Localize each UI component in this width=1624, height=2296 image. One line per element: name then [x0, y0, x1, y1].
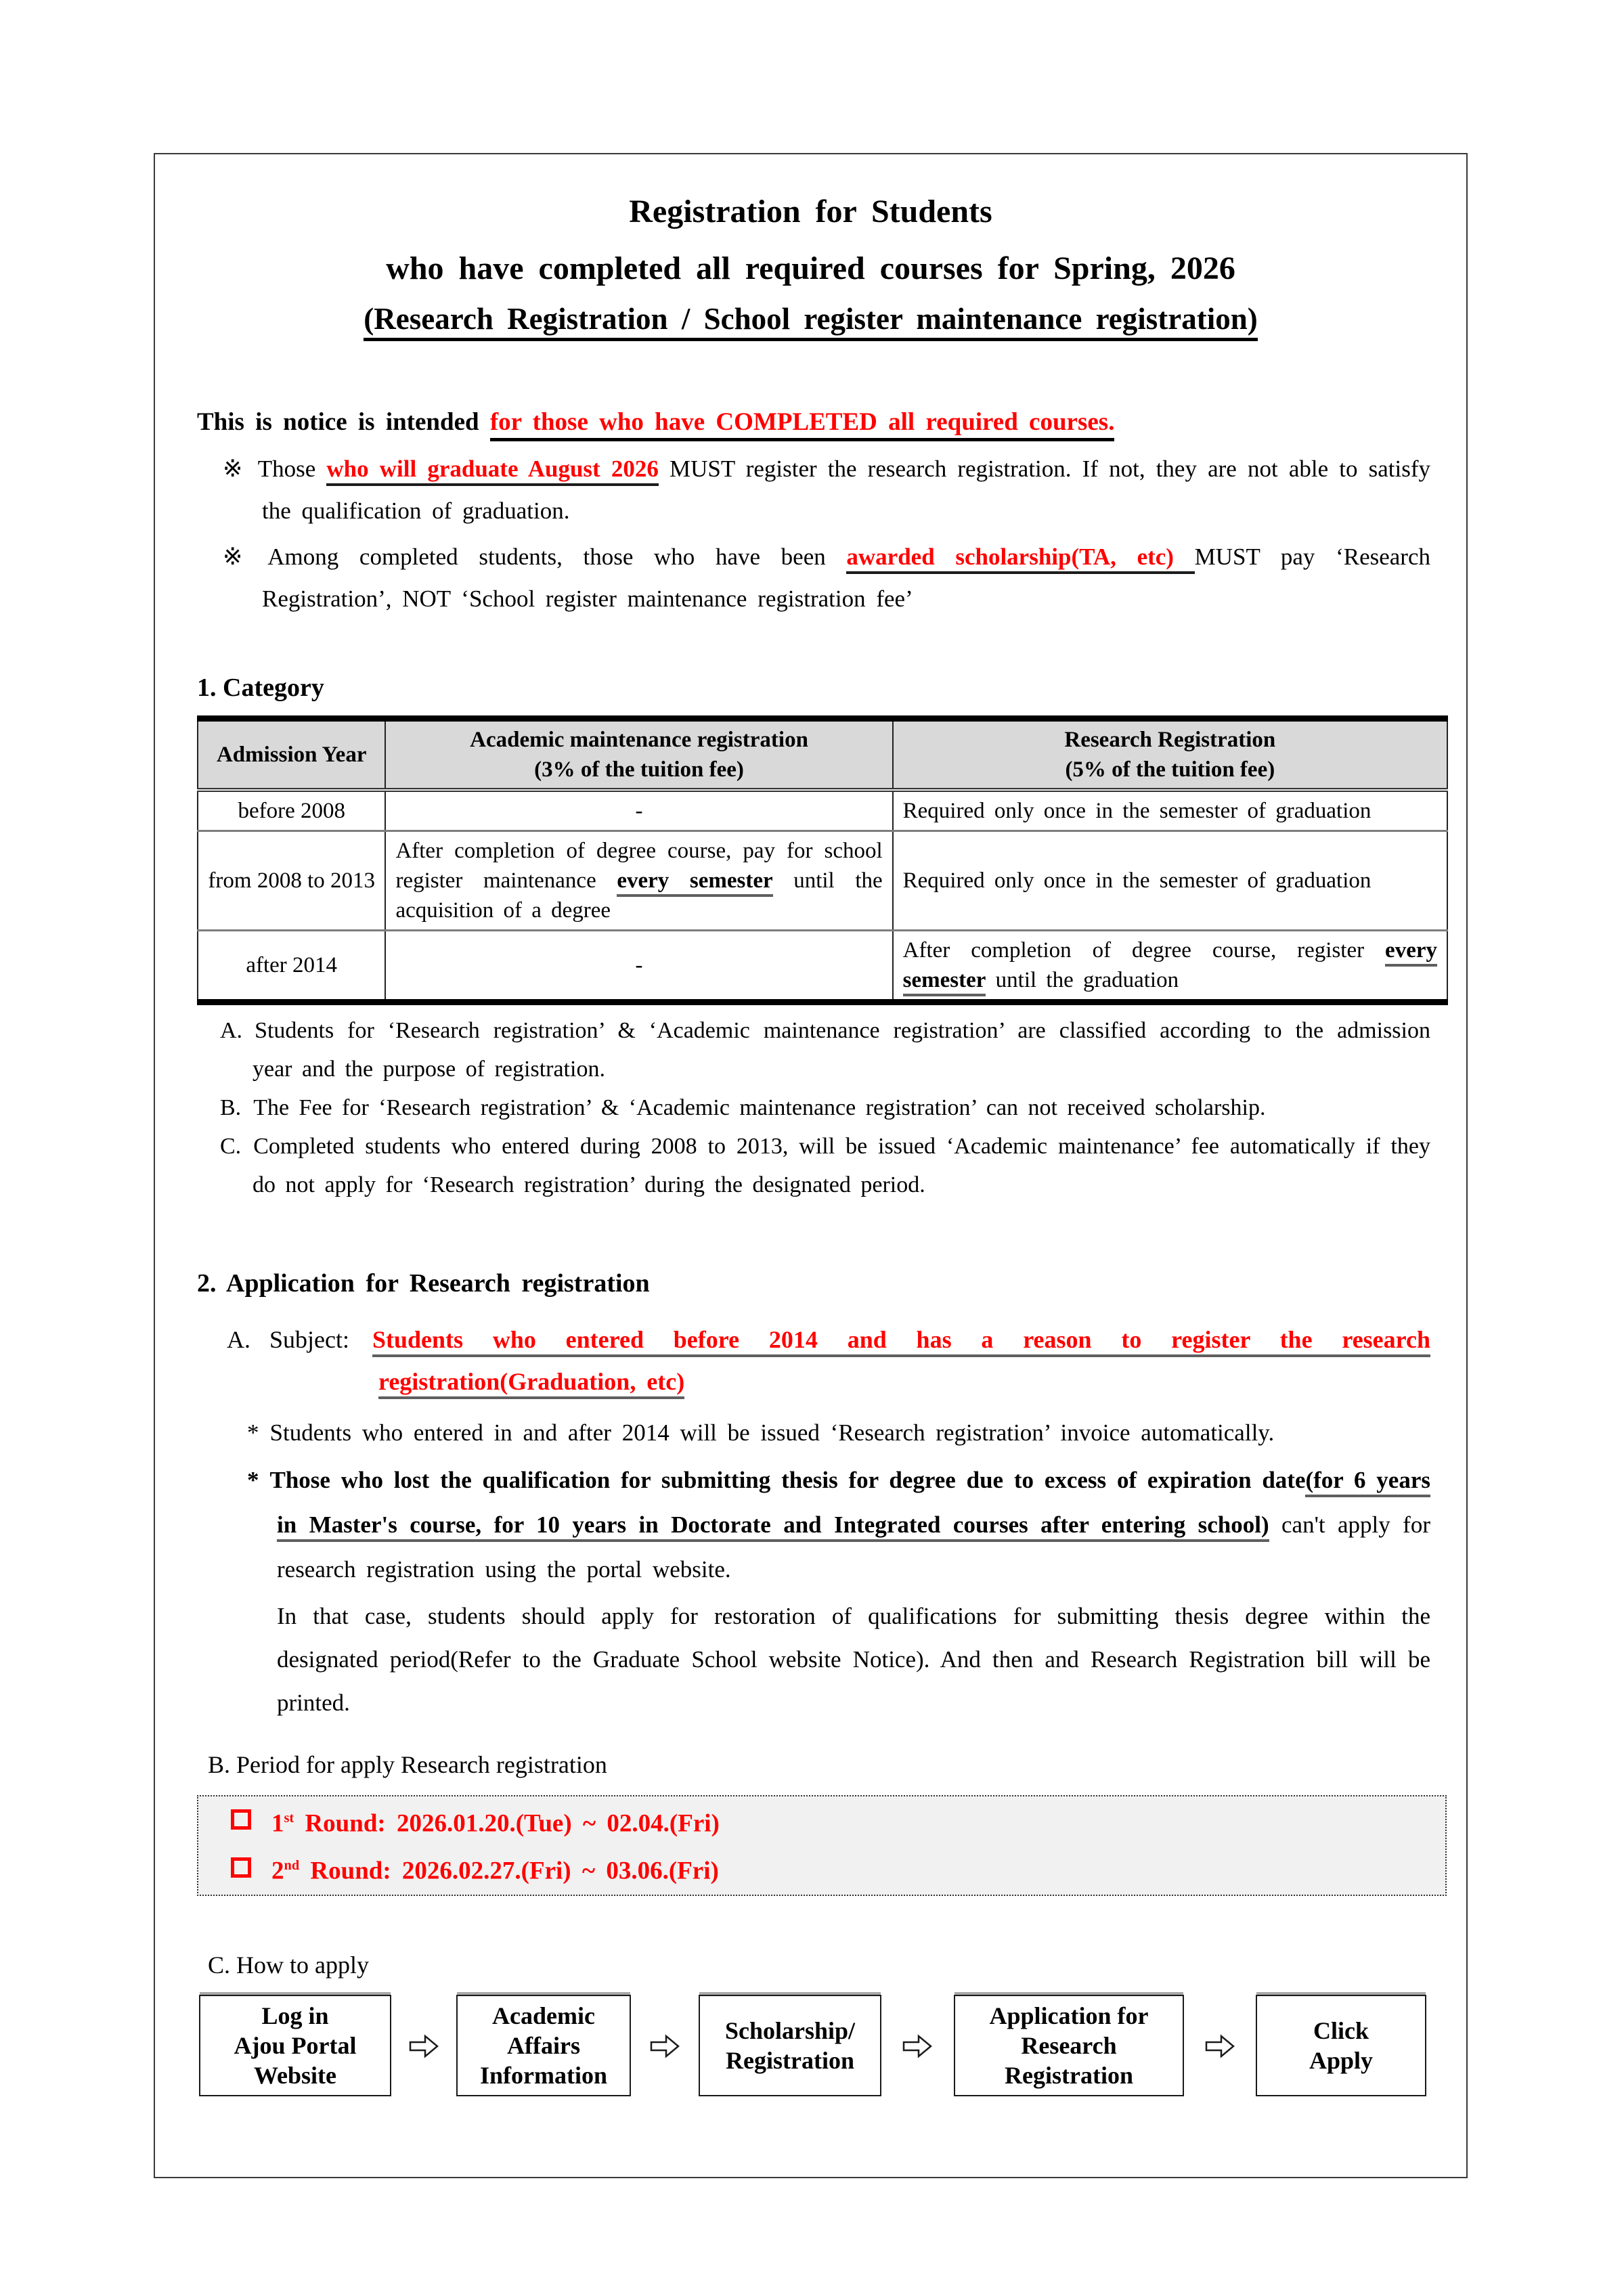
- flow-arrow-icon: [649, 2033, 680, 2059]
- cell-maintenance: -: [385, 790, 892, 831]
- intro-note1-pre: Those: [257, 456, 327, 482]
- cell-research: [893, 931, 1447, 1002]
- flow-arrow-icon: [902, 2033, 933, 2059]
- round-dates: Round: 2026.01.20.(Tue) ~ 02.04.(Fri): [294, 1809, 720, 1838]
- star-note2-bold: Those who lost the qualification for submitting thesis for degree due to excess of expiration date: [269, 1467, 1306, 1493]
- reference-mark: ※: [223, 544, 253, 570]
- cell-year: after 2014: [198, 931, 385, 1002]
- note-marker: A.: [220, 1018, 243, 1043]
- cell-emphasis: every semester: [903, 938, 1437, 996]
- note-text: The Fee for ‘Research registration’ & ‘Academic maintenance registration’ can not received scholarship.: [253, 1095, 1266, 1120]
- note-a: [197, 1011, 1430, 1088]
- flow-step-academic-affairs: [456, 1995, 631, 2096]
- flow-step-line: Research: [1021, 2032, 1117, 2059]
- reference-mark: ※: [223, 456, 243, 482]
- flow-step-click-apply: [1256, 1995, 1426, 2096]
- star-note-2: [197, 1458, 1430, 1592]
- star-note2-bold-underline: (for 6 years in Master's course, for 10 years in Doctorate and Integrated courses after entering school): [277, 1467, 1430, 1542]
- intro-note2-pre: Among completed students, those who have been: [267, 544, 847, 570]
- flow-step-scholarship-registration: [699, 1995, 881, 2096]
- subject-line: [197, 1319, 1430, 1403]
- cell-text: After completion of degree course, register: [902, 938, 1386, 963]
- note-text: Students for ‘Research registration’ & ‘Academic maintenance registration’ are classified according to the admission year and the purpose of registration.: [253, 1018, 1430, 1082]
- cell-maintenance: -: [385, 931, 892, 1002]
- page-title-line2: who have completed all required courses for Spring, 2026: [386, 250, 1235, 286]
- flow-step-line: Registration: [1005, 2062, 1133, 2089]
- table-row: [198, 931, 1447, 1002]
- checkbox-icon: [231, 1857, 251, 1878]
- category-table: [197, 715, 1448, 1005]
- star-note-text: Students who entered in and after 2014 will be issued ‘Research registration’ invoice automatically.: [269, 1419, 1275, 1446]
- note-b: [197, 1088, 1430, 1127]
- intro-note-1: [197, 448, 1430, 532]
- in-that-case-paragraph: In that case, students should apply for restoration of qualifications for submitting thesis degree within the designated period(Refer to the Graduate School website Notice). And then and Research Registration bill will be printed.: [277, 1603, 1430, 1716]
- col-subheader-line: (3% of the tuition fee): [534, 757, 744, 782]
- category-notes: [197, 1011, 1430, 1204]
- round-number: 1: [271, 1809, 284, 1838]
- checkbox-icon: [231, 1809, 251, 1830]
- asterisk-marker: *: [247, 1467, 259, 1493]
- star-note2-regular: can't apply for research registration using the portal website.: [277, 1511, 1430, 1583]
- round-ordinal: st: [284, 1811, 294, 1826]
- flow-step-line: Click: [1313, 2017, 1369, 2044]
- subject-label: Subject:: [269, 1326, 349, 1353]
- cell-text: until the acquisition of a degree: [395, 868, 883, 923]
- asterisk-marker: *: [247, 1419, 259, 1446]
- flow-step-line: Application for: [989, 2002, 1149, 2029]
- subject-red-text: Students who entered before 2014 and has a reason to register the research registration(Graduation, etc): [372, 1326, 1430, 1399]
- note-c: [197, 1127, 1430, 1204]
- title-block: [155, 190, 1466, 338]
- flow-arrow-icon: [408, 2033, 439, 2059]
- section-1-heading: 1. Category: [197, 674, 324, 702]
- intro-lead: [197, 401, 1430, 444]
- table-row: [198, 831, 1447, 931]
- table-header-row: [198, 719, 1447, 791]
- cell-emphasis: every semester: [617, 868, 772, 897]
- apply-flow-diagram: [155, 1995, 1469, 2098]
- intro-note2-red: awarded scholarship(TA, etc): [846, 544, 1194, 574]
- note-marker: C.: [220, 1134, 242, 1159]
- round-ordinal: nd: [284, 1858, 300, 1874]
- cell-text: After completion of degree course, pay for school register maintenance: [395, 839, 883, 893]
- flow-step-line: Information: [480, 2062, 607, 2089]
- section-2-heading: 2. Application for Research registration: [197, 1269, 650, 1298]
- intro-note2-post: MUST pay ‘Research Registration’, NOT ‘School register maintenance registration fee’: [262, 544, 1431, 612]
- col-header-line: Academic maintenance registration: [470, 728, 808, 752]
- flow-step-line: Academic: [492, 2002, 595, 2029]
- star-note-1: [197, 1412, 1430, 1454]
- intro-note1-red: who will graduate August 2026: [326, 456, 658, 486]
- period-box: [197, 1795, 1447, 1896]
- intro-note1-post: MUST register the research registration. If not, they are not able to satisfy the qualification of graduation.: [262, 456, 1430, 524]
- round-2: [231, 1845, 1432, 1892]
- round-1: [231, 1797, 1432, 1845]
- intro-note-2: [197, 536, 1430, 620]
- flow-step-application-research: [954, 1995, 1184, 2096]
- cell-research: Required only once in the semester of graduation: [893, 831, 1447, 931]
- col-header-research-registration: [893, 719, 1447, 791]
- flow-step-line: Ajou Portal: [234, 2032, 357, 2059]
- round-number: 2: [271, 1857, 284, 1885]
- cell-text: until the graduation: [986, 968, 1179, 992]
- flow-step-login: [199, 1995, 391, 2096]
- intro-lead-black: This is notice is intended: [197, 408, 490, 436]
- page-title-line3: [155, 299, 1466, 338]
- col-header-admission-year: Admission Year: [198, 719, 385, 791]
- flow-arrow-icon: [1204, 2033, 1235, 2059]
- cell-year: from 2008 to 2013: [198, 831, 385, 931]
- flow-step-line: Apply: [1309, 2047, 1374, 2074]
- intro-lead-red: for those who have COMPLETED all required courses.: [490, 408, 1115, 441]
- col-header-line: Research Registration: [1064, 728, 1276, 752]
- how-to-apply-heading: C. How to apply: [208, 1951, 369, 1979]
- intro-section: [197, 401, 1430, 620]
- title-underlined-text: (Research Registration / School register maintenance registration): [364, 302, 1257, 341]
- page-title-line1: Registration for Students: [629, 194, 992, 229]
- subject-marker: A.: [227, 1326, 250, 1353]
- col-header-academic-maintenance: [385, 719, 892, 791]
- flow-step-line: Scholarship/: [724, 2017, 856, 2044]
- cell-year: before 2008: [198, 790, 385, 831]
- period-heading: B. Period for apply Research registration: [208, 1751, 607, 1778]
- flow-step-line: Log in: [261, 2002, 329, 2029]
- flow-step-line: Registration: [726, 2047, 854, 2074]
- round-dates: Round: 2026.02.27.(Fri) ~ 03.06.(Fri): [299, 1857, 719, 1885]
- flow-step-line: Affairs: [507, 2032, 580, 2059]
- document-page: [154, 153, 1468, 2178]
- cell-research: Required only once in the semester of graduation: [893, 790, 1447, 831]
- col-subheader-line: (5% of the tuition fee): [1065, 757, 1275, 782]
- cell-maintenance: [385, 831, 892, 931]
- note-text: Completed students who entered during 2008 to 2013, will be issued ‘Academic maintenance’ fee automatically if they do not apply for ‘Research registration’ during the designated period.: [253, 1134, 1430, 1197]
- flow-step-line: Website: [254, 2062, 336, 2089]
- table-row: [198, 790, 1447, 831]
- note-marker: B.: [220, 1095, 242, 1120]
- application-section: [197, 1266, 1430, 1725]
